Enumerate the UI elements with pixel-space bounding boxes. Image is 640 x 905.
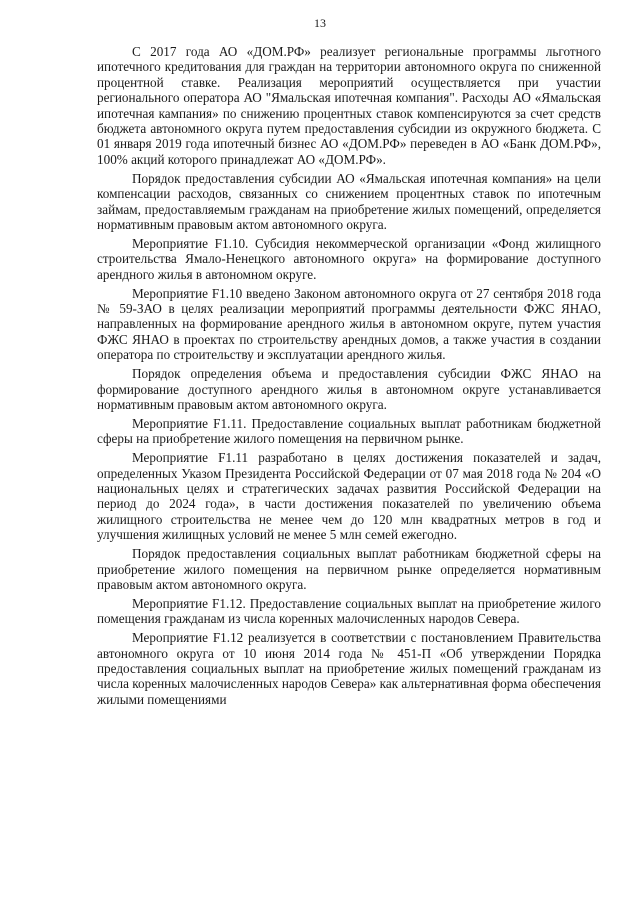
paragraph-fzhs-subsidy-procedure: Порядок определения объема и предоставления субсидии ФЖС ЯНАО на формирование доступного арендного жилья в автономном округе устанавливается нормативным правовым актом автономного округа. [97, 366, 601, 412]
paragraph-measure-f1-11-title: Мероприятие F1.11. Предоставление социальных выплат работникам бюджетной сферы на приобретение жилого помещения на первичном рынке. [97, 415, 601, 447]
paragraph-measure-f1-12-title: Мероприятие F1.12. Предоставление социальных выплат на приобретение жилого помещения гражданам из числа коренных малочисленных народов Севера. [97, 595, 601, 627]
paragraph-measure-f1-10-title: Мероприятие F1.10. Субсидия некоммерческой организации «Фонд жилищного строительства Ямало-Ненецкого автономного округа» на формирование доступного арендного жилья в автономном округе. [97, 235, 601, 282]
paragraph-measure-f1-10-description: Мероприятие F1.10 введено Законом автономного округа от 27 сентября 2018 года № 59-ЗАО в целях реализации мероприятий программы деятельности ФЖС ЯНАО, направленных на формирование арендного жилья в автономном округе, путем участия ФЖС ЯНАО в проектах по строительству арендных домов, а также участия в создании оператора по строительству и эксплуатации арендного жилья. [97, 285, 601, 363]
page-number: 13 [314, 16, 326, 30]
paragraph-dom-rf-mortgage: С 2017 года АО «ДОМ.РФ» реализует региональные программы льготного ипотечного кредитования для граждан на территории автономного округа по сниженной процентной ставке. Реализация мероприятий осуществляется при участии регионального оператора АО "Ямальская ипотечная компания". Расходы АО «Ямальская ипотечная кампания» по снижению процентных ставок компенсируются за счет средств бюджета автономного округа путем предоставления субсидии из окружного бюджета. С 01 января 2019 года ипотечный бизнес АО «ДОМ.РФ» переведен в АО «Банк ДОМ.РФ», 100% акций которого принадлежат АО «ДОМ.РФ». [97, 44, 601, 167]
document-body [97, 44, 601, 711]
paragraph-measure-f1-11-description: Мероприятие F1.11 разработано в целях достижения показателей и задач, определенных Указом Президента Российской Федерации от 07 мая 2018 года № 204 «О национальных целях и стратегических задачах развития Российской Федерации на период до 2024 года», в части достижения показателей по увеличению объема жилищного строительства не менее чем до 120 млн квадратных метров в год и улучшения жилищных условий не менее 5 млн семей ежегодно. [97, 450, 601, 543]
paragraph-subsidy-procedure: Порядок предоставления субсидии АО «Ямальская ипотечная компания» на цели компенсации расходов, связанных со снижением процентных ставок по ипотечным займам, предоставляемым гражданам на приобретение жилых помещений, определяется нормативным правовым актом автономного округа. [97, 170, 601, 232]
paragraph-social-payments-procedure: Порядок предоставления социальных выплат работникам бюджетной сферы на приобретение жилого помещения на первичном рынке определяется нормативным правовым актом автономного округа. [97, 546, 601, 592]
paragraph-measure-f1-12-description: Мероприятие F1.12 реализуется в соответствии с постановлением Правительства автономного округа от 10 июня 2014 года № 451-П «Об утверждении Порядка предоставления социальных выплат на приобретение жилых помещений гражданам из числа коренных малочисленных народов Севера» как альтернативная форма обеспечения жилыми помещениями [97, 630, 601, 707]
